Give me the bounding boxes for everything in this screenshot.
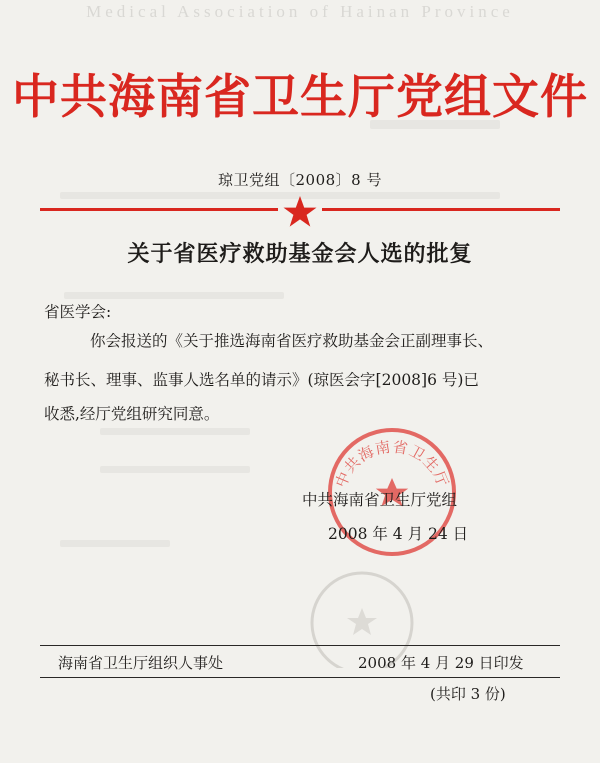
bleed-through-mark xyxy=(60,540,170,547)
header-title: 中共海南省卫生厅党组文件 xyxy=(12,70,588,125)
signature-org: 中共海南省卫生厅党组 xyxy=(302,491,458,509)
addressee: 省医学会: xyxy=(44,303,112,321)
bleed-through-mark xyxy=(100,466,250,473)
footer-rule-bottom xyxy=(40,677,560,678)
footer-issuer: 海南省卫生厅组织人事处 xyxy=(58,654,224,672)
body-line: 你会报送的《关于推选海南省医疗救助基金会正副理事长、 xyxy=(90,332,494,350)
bleed-through-mark xyxy=(64,292,284,299)
red-star-icon xyxy=(282,195,318,229)
footer-print-date: 2008 年 4 月 29 日印发 xyxy=(358,654,524,672)
document-title: 关于省医疗救助基金会人选的批复 xyxy=(127,242,473,267)
bleed-through-mark xyxy=(100,428,250,435)
signature-date: 2008 年 4 月 24 日 xyxy=(328,525,469,543)
header-rule-left xyxy=(40,208,278,211)
svg-text:中共海南省卫生厅: 中共海南省卫生厅 xyxy=(331,437,453,491)
bleed-through-mark xyxy=(60,192,500,199)
footer-rule-top xyxy=(40,645,560,646)
bleed-through-text: Medical Association of Hainan Province xyxy=(86,2,514,21)
header-rule-right xyxy=(322,208,560,211)
body-line: 秘书长、理事、监事人选名单的请示》(琼医会字[2008]6 号)已 xyxy=(44,371,479,389)
body-line: 收悉,经厅党组研究同意。 xyxy=(44,405,220,423)
footer-copies: (共印 3 份) xyxy=(430,685,506,703)
doc-number: 琼卫党组〔2008〕8 号 xyxy=(218,171,382,189)
